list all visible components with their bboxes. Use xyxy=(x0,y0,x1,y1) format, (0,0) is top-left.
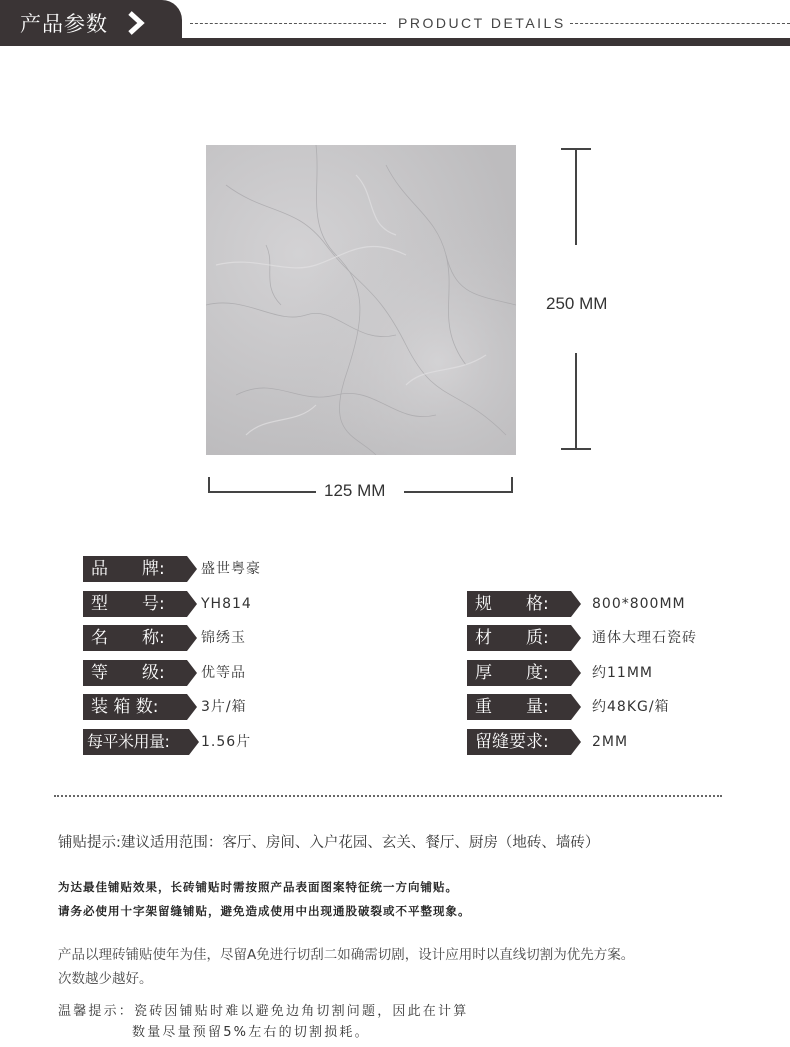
warm-tip-cont: 数量尽量预留5%左右的切割损耗。 xyxy=(132,1025,370,1040)
height-dimension-line-top xyxy=(575,148,577,245)
spec-arrow xyxy=(571,729,581,755)
height-dimension-line-bottom xyxy=(575,353,577,450)
spec-value: 1.56片 xyxy=(201,734,252,750)
spec-value: 2MM xyxy=(592,734,629,750)
spec-arrow xyxy=(187,694,197,720)
spec-label: 型 号: xyxy=(83,591,187,617)
install-note-1: 为达最佳铺贴效果，长砖铺贴时需按照产品表面图案特征统一方向铺贴。 xyxy=(58,880,458,894)
chevron-right-icon xyxy=(124,9,150,37)
spec-label: 每平米用量: xyxy=(83,729,189,755)
spec-arrow xyxy=(571,660,581,686)
spec-value: 锦绣玉 xyxy=(201,630,246,646)
install-note-2: 请务必使用十字架留缝铺贴，避免造成使用中出现通股破裂或不平整现象。 xyxy=(58,904,471,918)
spec-label: 材 质: xyxy=(467,625,571,651)
spec-value: 盛世粤豪 xyxy=(201,561,261,577)
spec-arrow xyxy=(187,625,197,651)
usage-tip: 铺贴提示:建议适用范围：客厅、房间、入户花园、玄关、餐厅、厨房（地砖、墙砖） xyxy=(58,835,600,851)
spec-arrow xyxy=(187,660,197,686)
height-dimension-cap-bottom xyxy=(561,448,591,450)
marble-tile-image xyxy=(206,145,516,455)
spec-value: 优等品 xyxy=(201,665,246,681)
width-dimension-line-right xyxy=(404,491,512,493)
spec-label: 品 牌: xyxy=(83,556,187,582)
header-dash-left xyxy=(190,23,386,24)
spec-value: 约11MM xyxy=(592,665,653,681)
warm-tip: 温馨提示：瓷砖因铺贴时难以避免边角切割问题，因此在计算 xyxy=(58,1004,469,1019)
spec-label: 留缝要求: xyxy=(467,729,571,755)
spec-label: 等 级: xyxy=(83,660,187,686)
dotted-divider xyxy=(54,795,722,797)
section-subtitle: PRODUCT DETAILS xyxy=(398,15,566,31)
width-dimension-label: 125 MM xyxy=(324,481,386,500)
spec-value: 3片/箱 xyxy=(201,699,247,715)
section-title: 产品参数 xyxy=(20,12,108,36)
spec-arrow xyxy=(571,591,581,617)
cutting-note: 产品以理砖铺贴使年为佳，尽留A免进行切刮二如确需切剧，设计应用时以直线切割为优先方案。 xyxy=(58,947,635,963)
spec-label: 重 量: xyxy=(467,694,571,720)
spec-label: 规 格: xyxy=(467,591,571,617)
spec-value: 通体大理石瓷砖 xyxy=(592,630,697,646)
cutting-note-cont: 次数越少越好。 xyxy=(58,971,153,987)
spec-arrow xyxy=(571,694,581,720)
spec-arrow xyxy=(189,729,199,755)
height-dimension-label: 250 MM xyxy=(546,294,608,313)
section-header xyxy=(0,0,790,48)
width-dimension-cap-right xyxy=(511,477,513,493)
header-dash-right xyxy=(570,23,790,24)
spec-arrow xyxy=(187,591,197,617)
spec-label: 名 称: xyxy=(83,625,187,651)
spec-label: 厚 度: xyxy=(467,660,571,686)
spec-value: YH814 xyxy=(201,596,252,612)
spec-label: 装 箱 数: xyxy=(83,694,187,720)
spec-arrow xyxy=(571,625,581,651)
spec-value: 800*800MM xyxy=(592,596,686,612)
spec-value: 约48KG/箱 xyxy=(592,699,670,715)
width-dimension-line-left xyxy=(208,491,316,493)
spec-arrow xyxy=(187,556,197,582)
